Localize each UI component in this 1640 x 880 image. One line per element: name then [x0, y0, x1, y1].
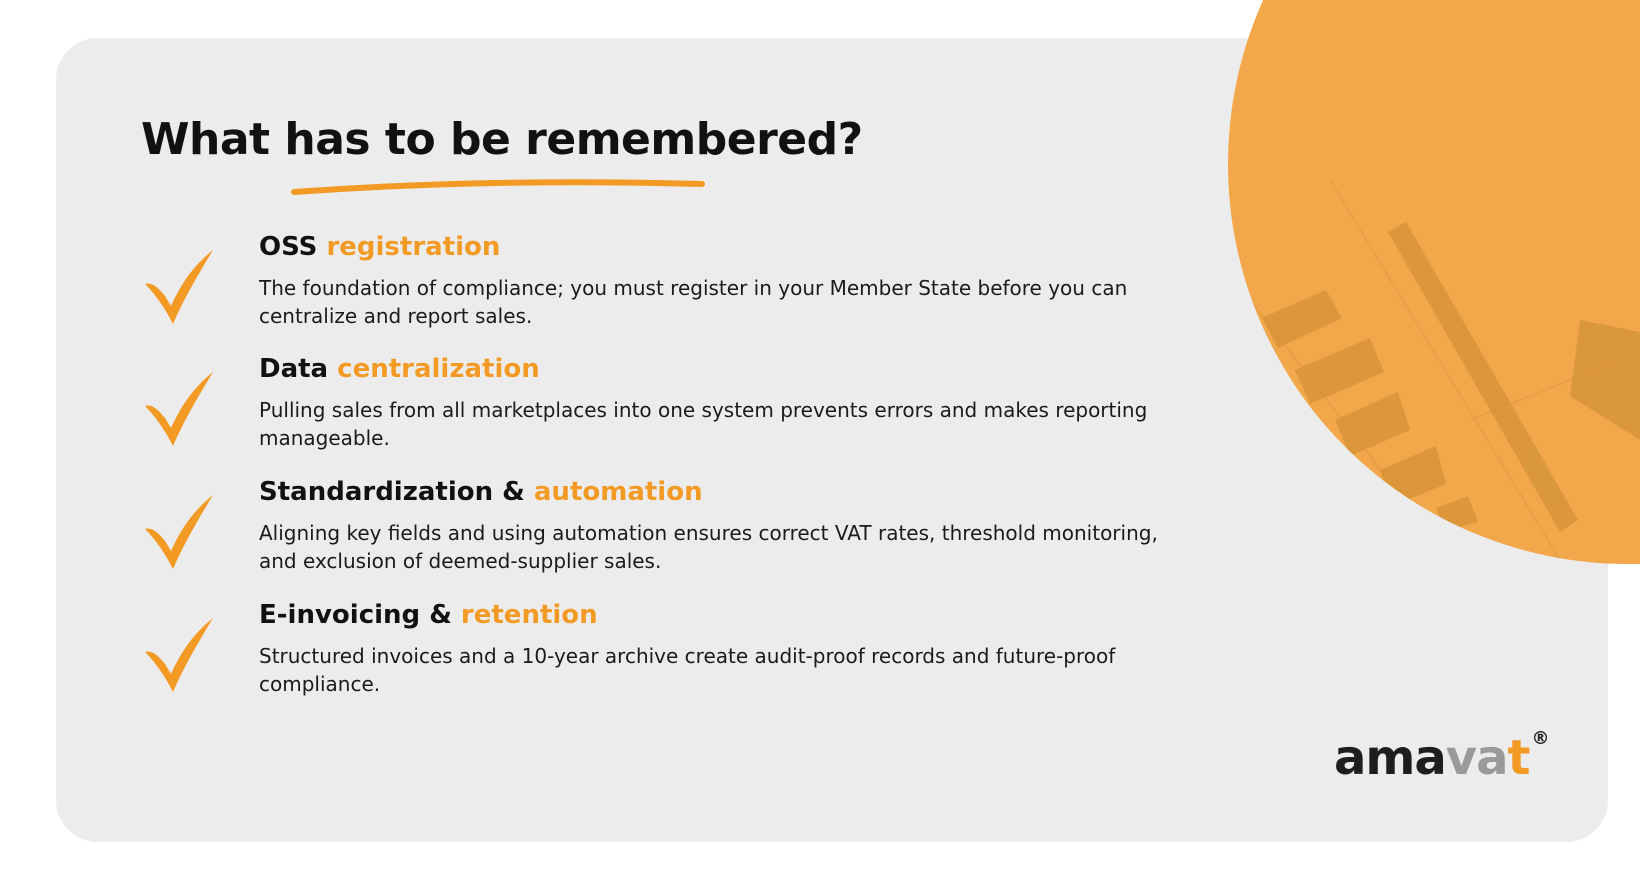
checkmark-icon — [141, 368, 217, 448]
item-description: Aligning key fields and using automation ensures correct VAT rates, threshold monitoring, and exclusion of deemed-supplier sales. — [259, 521, 1158, 573]
checkmark-icon — [141, 614, 217, 694]
item-description: The foundation of compliance; you must register in your Member State before you can centralize and report sales. — [259, 276, 1128, 328]
item-title: E-invoicing & retention — [259, 600, 598, 630]
title-underline — [290, 172, 710, 196]
page-title: What has to be remembered? — [141, 114, 863, 165]
item-title: OSS registration — [259, 232, 501, 262]
checkmark-icon — [141, 491, 217, 571]
item-description: Pulling sales from all marketplaces into one system prevents errors and makes reporting manageable. — [259, 398, 1148, 450]
item-description: Structured invoices and a 10-year archive create audit-proof records and future-proof compliance. — [259, 644, 1116, 696]
amavat-logo: amavat ® — [1334, 728, 1549, 786]
item-title: Data centralization — [259, 354, 540, 384]
item-title: Standardization & automation — [259, 477, 703, 507]
checkmark-icon — [141, 246, 217, 326]
